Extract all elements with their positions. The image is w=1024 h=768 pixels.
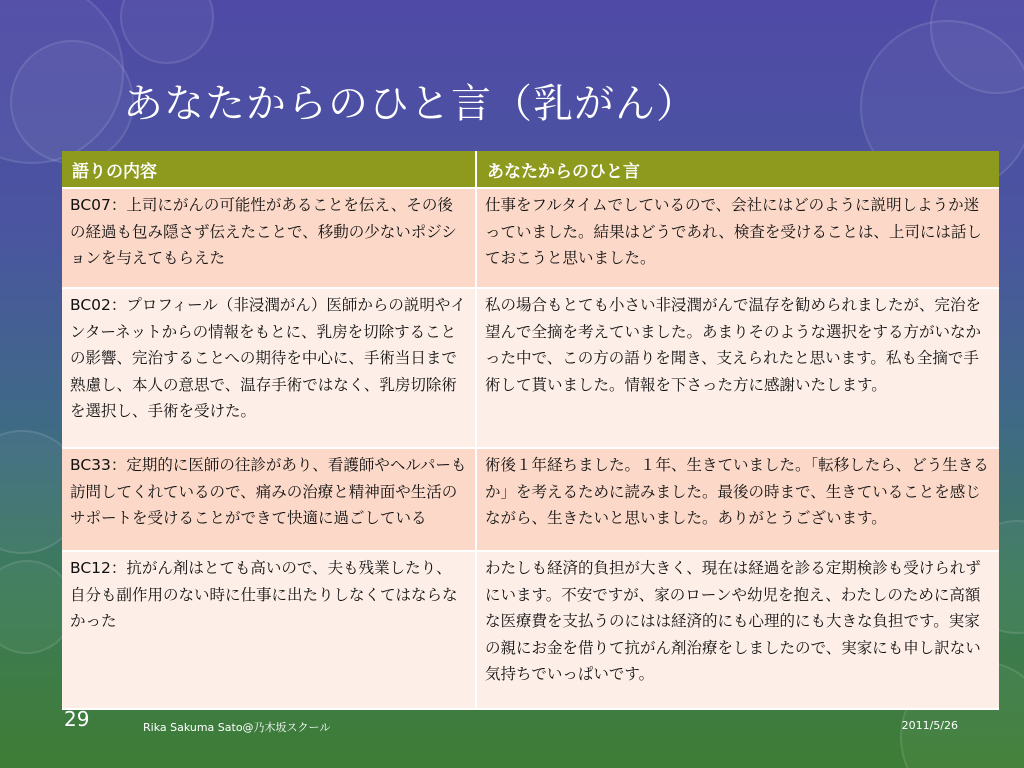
footer-date: 2011/5/26 <box>901 719 958 732</box>
background-bubble <box>120 0 214 64</box>
table-cell-content: BC07：上司にがんの可能性があることを伝え、その後の経過も包み隠さず伝えたことで、移動の少ないポジションを与えてもらえた <box>62 188 476 288</box>
column-header-comment: あなたからのひと言 <box>476 151 999 188</box>
slide-title: あなたからのひと言（乳がん） <box>123 81 697 127</box>
table-cell-content: BC12：抗がん剤はとても高いので、夫も残業したり、自分も副作用のない時に仕事に出たりしなくてはならなかった <box>62 551 476 709</box>
table-cell-comment: 仕事をフルタイムでしているので、会社にはどのように説明しようか迷っていました。結果はどうであれ、検査を受けることは、上司には話しておこうと思いました。 <box>476 188 999 288</box>
slide-number: 29 <box>64 707 90 731</box>
table-cell-comment: わたしも経済的負担が大きく、現在は経過を診る定期検診も受けられずにいます。不安ですが、家のローンや幼児を抱え、わたしのために高額な医療費を支払うのにはは経済的にも心理的にも大きな負担です。実家の親にお金を借りて抗がん剤治療をしましたので、実家にも申し訳ない気持ちでいっぱいです。 <box>476 551 999 709</box>
table-row <box>62 551 999 709</box>
background-bubble <box>10 40 134 164</box>
table-cell-comment: 私の場合もとても小さい非浸潤がんで温存を勧められましたが、完治を望んで全摘を考えていました。あまりそのような選択をする方がいなかった中で、この方の語りを聞き、支えられたと思います。私も全摘で手術して貰いました。情報を下さった方に感謝いたします。 <box>476 288 999 448</box>
table-cell-content: BC02：プロフィール（非浸潤がん）医師からの説明やインターネットからの情報をもとに、乳房を切除することの影響、完治することへの期待を中心に、手術当日まで熟慮し、本人の意思で、温存手術ではなく、乳房切除術を選択し、手術を受けた。 <box>62 288 476 448</box>
table-row <box>62 288 999 448</box>
table-cell-comment: 術後１年経ちました。１年、生きていました。「転移したら、どう生きるか」を考えるために読みました。最後の時まで、生きていることを感じながら、生きたいと思いました。ありがとうございます。 <box>476 448 999 551</box>
column-header-content: 語りの内容 <box>62 151 476 188</box>
table-row <box>62 448 999 551</box>
table-row <box>62 188 999 288</box>
table-cell-content: BC33：定期的に医師の往診があり、看護師やヘルパーも訪問してくれているので、痛みの治療と精神面や生活のサポートを受けることができて快適に過ごしている <box>62 448 476 551</box>
footer-author: Rika Sakuma Sato@乃木坂スクール <box>143 721 331 734</box>
table-header-row <box>62 151 999 188</box>
content-table <box>62 151 999 710</box>
